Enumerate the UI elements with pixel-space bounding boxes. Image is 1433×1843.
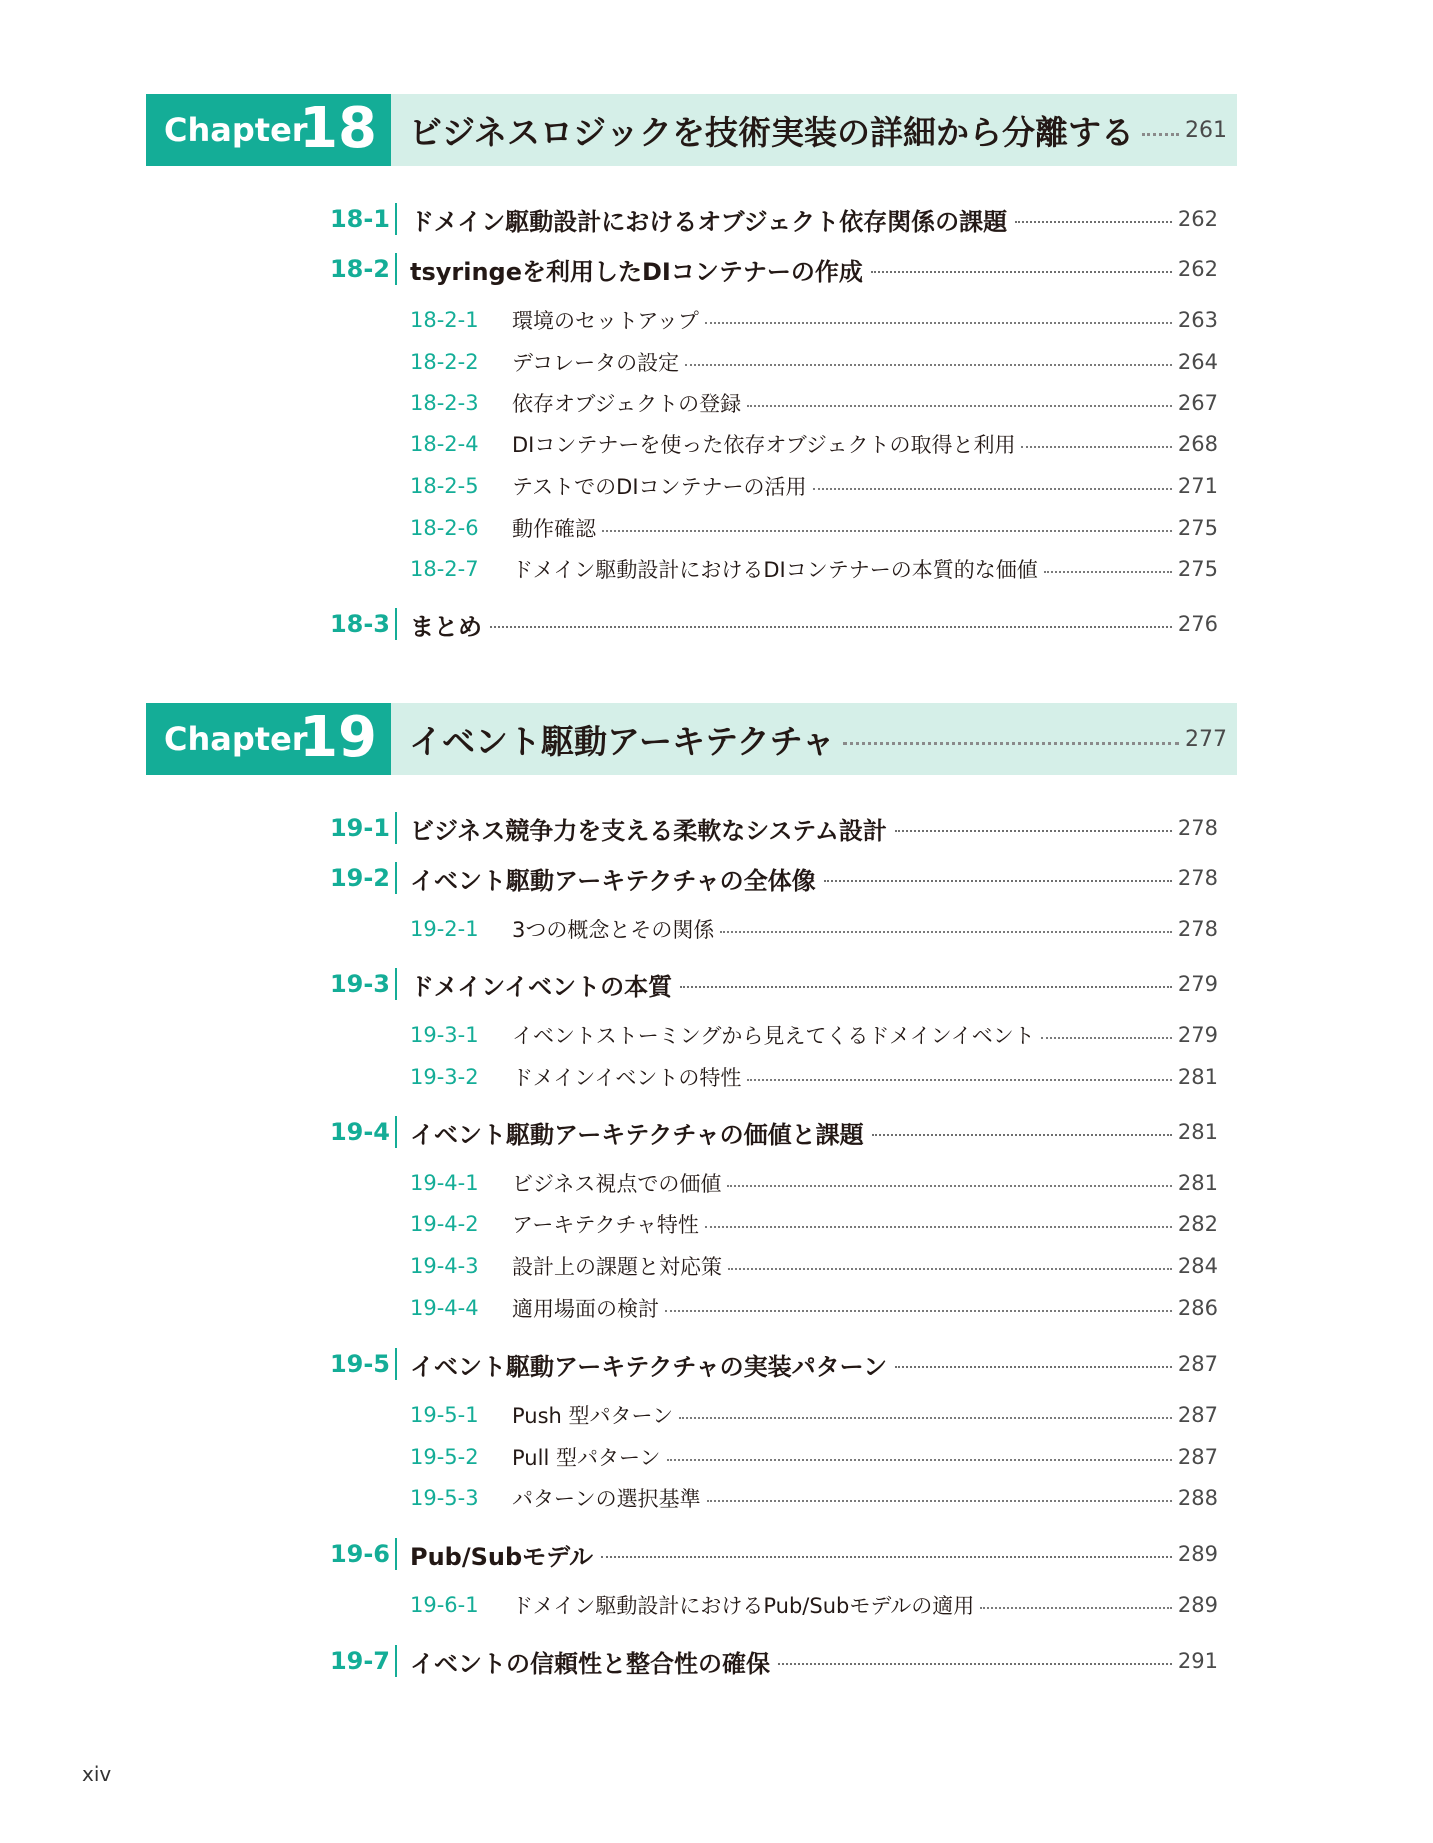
section-divider bbox=[395, 1348, 397, 1380]
subsection-title: ドメインイベントの特性 bbox=[512, 1066, 742, 1090]
section-number: 19-6 bbox=[329, 1540, 390, 1568]
subsection-page: 286 bbox=[1177, 1296, 1218, 1320]
section-page: 278 bbox=[1177, 816, 1218, 840]
dot-leader bbox=[980, 1607, 1172, 1609]
section-entry[interactable] bbox=[300, 1532, 1230, 1576]
subsection-title: イベントストーミングから見えてくるドメインイベント bbox=[512, 1024, 1035, 1048]
subsection-number: 19-3-1 bbox=[410, 1023, 479, 1047]
dot-leader bbox=[1021, 446, 1171, 448]
chapter-label: Chapter bbox=[164, 720, 308, 758]
subsection-number: 19-3-2 bbox=[410, 1065, 479, 1089]
section-page: 276 bbox=[1177, 612, 1218, 636]
subsection-page: 275 bbox=[1177, 516, 1218, 540]
section-page: 291 bbox=[1177, 1649, 1218, 1673]
subsection-number: 19-4-4 bbox=[410, 1296, 479, 1320]
subsection-number: 18-2-2 bbox=[410, 350, 479, 374]
dot-leader bbox=[680, 986, 1172, 988]
subsection-number: 18-2-7 bbox=[410, 557, 479, 581]
section-number: 19-2 bbox=[329, 864, 390, 892]
section-divider bbox=[395, 253, 397, 285]
subsection-number: 19-5-3 bbox=[410, 1486, 479, 1510]
dot-leader bbox=[778, 1663, 1172, 1665]
dot-leader bbox=[1142, 133, 1179, 136]
subsection-number: 18-2-4 bbox=[410, 432, 479, 456]
section-entry[interactable] bbox=[300, 1110, 1230, 1154]
dot-leader bbox=[720, 931, 1172, 933]
subsection-title: パターンの選択基準 bbox=[512, 1487, 701, 1511]
subsection-number: 19-4-3 bbox=[410, 1254, 479, 1278]
section-title: ビジネス競争力を支える柔軟なシステム設計 bbox=[410, 816, 887, 845]
subsection-entry[interactable] bbox=[410, 300, 1218, 340]
section-entry[interactable] bbox=[300, 962, 1230, 1006]
subsection-entry[interactable] bbox=[410, 1478, 1218, 1518]
subsection-entry[interactable] bbox=[410, 383, 1218, 423]
section-page: 278 bbox=[1177, 866, 1218, 890]
chapter-number-box bbox=[146, 94, 391, 166]
chapter-number: 18 bbox=[299, 96, 377, 161]
dot-leader bbox=[705, 322, 1172, 324]
section-entry[interactable] bbox=[300, 247, 1230, 291]
subsection-entry[interactable] bbox=[410, 1437, 1218, 1477]
dot-leader bbox=[895, 1366, 1172, 1368]
subsection-entry[interactable] bbox=[410, 1163, 1218, 1203]
subsection-page: 263 bbox=[1177, 308, 1218, 332]
dot-leader bbox=[679, 1417, 1172, 1419]
section-page: 281 bbox=[1177, 1120, 1218, 1144]
subsection-page: 281 bbox=[1177, 1171, 1218, 1195]
dot-leader bbox=[728, 1268, 1172, 1270]
section-title: まとめ bbox=[410, 612, 482, 641]
section-title: Pub/Subモデル bbox=[410, 1542, 593, 1571]
subsection-number: 18-2-6 bbox=[410, 516, 479, 540]
section-page: 262 bbox=[1177, 257, 1218, 281]
section-entry[interactable] bbox=[300, 806, 1230, 850]
section-entry[interactable] bbox=[300, 1342, 1230, 1386]
dot-leader bbox=[747, 1079, 1172, 1081]
section-title: ドメインイベントの本質 bbox=[410, 972, 673, 1001]
subsection-entry[interactable] bbox=[410, 342, 1218, 382]
section-page: 289 bbox=[1177, 1542, 1218, 1566]
subsection-title: Push 型パターン bbox=[512, 1404, 674, 1428]
chapter-header bbox=[146, 703, 1237, 775]
subsection-page: 264 bbox=[1177, 350, 1218, 374]
subsection-page: 282 bbox=[1177, 1212, 1218, 1236]
subsection-title: 適用場面の検討 bbox=[512, 1297, 659, 1321]
subsection-title: アーキテクチャ特性 bbox=[512, 1213, 699, 1237]
section-number: 18-3 bbox=[329, 610, 390, 638]
subsection-title: DIコンテナーを使った依存オブジェクトの取得と利用 bbox=[512, 433, 1016, 457]
dot-leader bbox=[843, 742, 1179, 745]
subsection-number: 19-4-2 bbox=[410, 1212, 479, 1236]
dot-leader bbox=[685, 364, 1172, 366]
dot-leader bbox=[1041, 1037, 1172, 1039]
section-entry[interactable] bbox=[300, 197, 1230, 241]
subsection-page: 271 bbox=[1177, 474, 1218, 498]
section-title: イベントの信頼性と整合性の確保 bbox=[410, 1649, 770, 1678]
subsection-title: テストでのDIコンテナーの活用 bbox=[512, 475, 807, 499]
chapter-number-box bbox=[146, 703, 391, 775]
dot-leader bbox=[747, 405, 1172, 407]
chapter-title: ビジネスロジックを技術実装の詳細から分離する bbox=[409, 112, 1135, 152]
chapter-label: Chapter bbox=[164, 111, 308, 149]
subsection-entry[interactable] bbox=[410, 909, 1218, 949]
subsection-title: 設計上の課題と対応策 bbox=[512, 1255, 722, 1279]
subsection-entry[interactable] bbox=[410, 424, 1218, 464]
subsection-entry[interactable] bbox=[410, 1246, 1218, 1286]
subsection-page: 281 bbox=[1177, 1065, 1218, 1089]
section-divider bbox=[395, 608, 397, 640]
section-divider bbox=[395, 1116, 397, 1148]
subsection-title: ドメイン駆動設計におけるPub/Subモデルの適用 bbox=[512, 1594, 975, 1618]
section-title: ドメイン駆動設計におけるオブジェクト依存関係の課題 bbox=[410, 207, 1008, 236]
subsection-number: 18-2-5 bbox=[410, 474, 479, 498]
section-number: 19-3 bbox=[329, 970, 390, 998]
dot-leader bbox=[872, 1134, 1172, 1136]
section-divider bbox=[395, 1538, 397, 1570]
subsection-number: 19-2-1 bbox=[410, 917, 479, 941]
subsection-entry[interactable] bbox=[410, 1057, 1218, 1097]
subsection-page: 288 bbox=[1177, 1486, 1218, 1510]
page-folio: xiv bbox=[82, 1762, 112, 1786]
subsection-number: 18-2-3 bbox=[410, 391, 479, 415]
subsection-title: Pull 型パターン bbox=[512, 1446, 661, 1470]
dot-leader bbox=[1044, 571, 1172, 573]
section-title: イベント駆動アーキテクチャの価値と課題 bbox=[410, 1120, 864, 1149]
section-entry[interactable] bbox=[300, 602, 1230, 646]
section-page: 262 bbox=[1177, 207, 1218, 231]
subsection-page: 279 bbox=[1177, 1023, 1218, 1047]
subsection-title: 動作確認 bbox=[512, 517, 596, 541]
section-page: 287 bbox=[1177, 1352, 1218, 1376]
dot-leader bbox=[665, 1310, 1172, 1312]
section-number: 18-2 bbox=[329, 255, 390, 283]
subsection-entry[interactable] bbox=[410, 1015, 1218, 1055]
subsection-page: 267 bbox=[1177, 391, 1218, 415]
subsection-title: ビジネス視点での価値 bbox=[512, 1172, 722, 1196]
subsection-entry[interactable] bbox=[410, 549, 1218, 589]
section-number: 18-1 bbox=[329, 205, 390, 233]
subsection-number: 19-5-1 bbox=[410, 1403, 479, 1427]
dot-leader bbox=[727, 1185, 1172, 1187]
dot-leader bbox=[707, 1500, 1172, 1502]
section-title: tsyringeを利用したDIコンテナーの作成 bbox=[410, 257, 863, 286]
section-number: 19-4 bbox=[329, 1118, 390, 1146]
section-title: イベント駆動アーキテクチャの実装パターン bbox=[410, 1352, 888, 1381]
section-divider bbox=[395, 812, 397, 844]
subsection-page: 275 bbox=[1177, 557, 1218, 581]
dot-leader bbox=[602, 530, 1172, 532]
subsection-number: 19-4-1 bbox=[410, 1171, 479, 1195]
subsection-title: デコレータの設定 bbox=[512, 351, 680, 375]
chapter-title: イベント駆動アーキテクチャ bbox=[409, 721, 835, 761]
subsection-page: 287 bbox=[1177, 1403, 1218, 1427]
subsection-title: 3つの概念とその関係 bbox=[512, 918, 715, 942]
chapter-number: 19 bbox=[299, 705, 377, 770]
chapter-page: 277 bbox=[1185, 726, 1227, 752]
subsection-entry[interactable] bbox=[410, 508, 1218, 548]
dot-leader bbox=[667, 1459, 1172, 1461]
subsection-entry[interactable] bbox=[410, 1204, 1218, 1244]
subsection-number: 19-5-2 bbox=[410, 1445, 479, 1469]
subsection-page: 278 bbox=[1177, 917, 1218, 941]
dot-leader bbox=[813, 488, 1172, 490]
subsection-number: 18-2-1 bbox=[410, 308, 479, 332]
section-entry[interactable] bbox=[300, 856, 1230, 900]
chapter-page: 261 bbox=[1185, 117, 1227, 143]
chapter-header bbox=[146, 94, 1237, 166]
section-divider bbox=[395, 1645, 397, 1677]
section-divider bbox=[395, 203, 397, 235]
chapter-title-box[interactable] bbox=[391, 703, 1237, 775]
section-page: 279 bbox=[1177, 972, 1218, 996]
dot-leader bbox=[601, 1556, 1172, 1558]
dot-leader bbox=[824, 880, 1172, 882]
section-number: 19-7 bbox=[329, 1647, 390, 1675]
section-number: 19-1 bbox=[329, 814, 390, 842]
section-divider bbox=[395, 968, 397, 1000]
dot-leader bbox=[1015, 221, 1172, 223]
subsection-page: 268 bbox=[1177, 432, 1218, 456]
subsection-entry[interactable] bbox=[410, 466, 1218, 506]
section-entry[interactable] bbox=[300, 1639, 1230, 1683]
subsection-entry[interactable] bbox=[410, 1288, 1218, 1328]
subsection-number: 19-6-1 bbox=[410, 1593, 479, 1617]
subsection-page: 287 bbox=[1177, 1445, 1218, 1469]
section-title: イベント駆動アーキテクチャの全体像 bbox=[410, 866, 816, 895]
section-number: 19-5 bbox=[329, 1350, 390, 1378]
subsection-page: 284 bbox=[1177, 1254, 1218, 1278]
subsection-title: 環境のセットアップ bbox=[512, 309, 699, 333]
subsection-title: ドメイン駆動設計におけるDIコンテナーの本質的な価値 bbox=[512, 558, 1038, 582]
section-divider bbox=[395, 862, 397, 894]
subsection-entry[interactable] bbox=[410, 1395, 1218, 1435]
dot-leader bbox=[490, 626, 1172, 628]
dot-leader bbox=[705, 1226, 1172, 1228]
subsection-page: 289 bbox=[1177, 1593, 1218, 1617]
subsection-entry[interactable] bbox=[410, 1585, 1218, 1625]
dot-leader bbox=[895, 830, 1172, 832]
dot-leader bbox=[871, 271, 1172, 273]
subsection-title: 依存オブジェクトの登録 bbox=[512, 392, 742, 416]
chapter-title-box[interactable] bbox=[391, 94, 1237, 166]
